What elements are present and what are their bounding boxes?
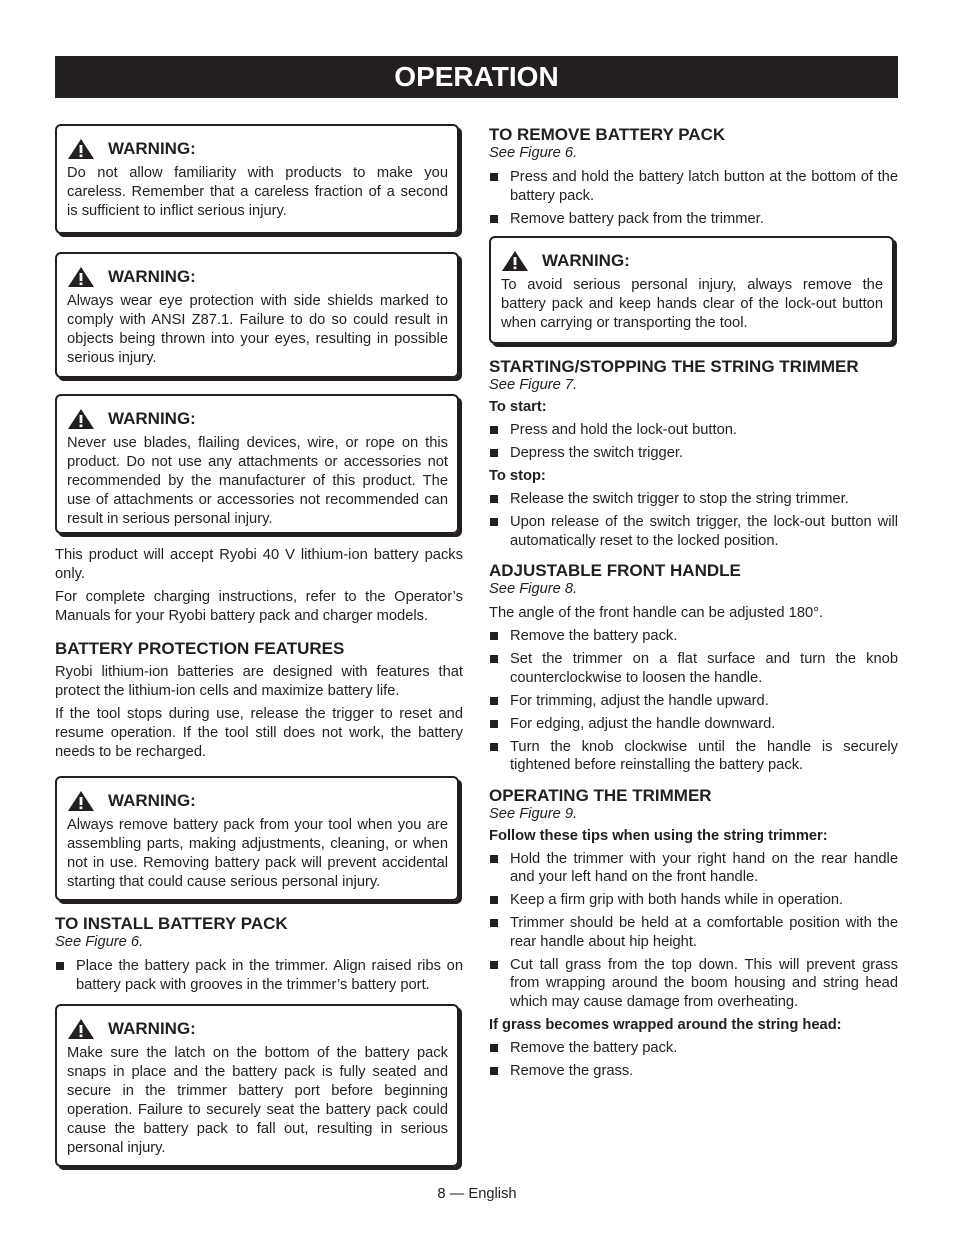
start-list xyxy=(489,421,898,463)
warning-title: WARNING: xyxy=(108,409,196,428)
handle-see-figure: See Figure 8. xyxy=(489,581,578,597)
list-item: Remove battery pack from the trimmer. xyxy=(489,210,898,229)
wrapped-list xyxy=(489,1039,898,1081)
list-item: Hold the trimmer with your right hand on the rear handle and your left hand on the front handle. xyxy=(489,850,898,887)
warning-title: WARNING: xyxy=(108,267,196,286)
warning-box-carrying xyxy=(489,236,894,344)
battery-protection-p1: Ryobi lithium-ion batteries are designed with features that protect the lithium-ion cells and maximize battery life. xyxy=(55,664,463,699)
battery-protection-p2: If the tool stops during use, release the trigger to reset and resume operation. If the tool still does not work, the battery needs to be recharged. xyxy=(55,706,463,760)
list-item: Remove the grass. xyxy=(489,1062,898,1081)
to-stop-label: To stop: xyxy=(489,468,546,484)
left-column xyxy=(55,124,463,1167)
list-item: Turn the knob clockwise until the handle is securely tightened before reinstalling the battery pack. xyxy=(489,738,898,775)
tips-list xyxy=(489,850,898,1012)
warning-box-blades xyxy=(55,394,459,534)
list-item: Remove the battery pack. xyxy=(489,627,898,646)
warning-text: Always wear eye protection with side shields marked to comply with ANSI Z87.1. Failure to do so could result in objects being thrown into your eyes, resulting in possible serious injury. xyxy=(67,293,448,366)
warning-text: Make sure the latch on the bottom of the battery pack snaps in place and the battery pack is fully seated and secure in the trimmer battery port before beginning operation. Failure to securely seat the battery pack could cause the battery pack to fall out, resulting in serious personal injury. xyxy=(67,1045,448,1156)
warning-text: To avoid serious personal injury, always remove the battery pack and keep hands clear of the lock-out button when carrying or transporting the tool. xyxy=(501,277,883,331)
warning-triangle-icon xyxy=(67,1018,95,1040)
startstop-see-figure: See Figure 7. xyxy=(489,377,578,393)
install-battery-heading: TO INSTALL BATTERY PACK xyxy=(55,914,288,933)
charging-paragraph: For complete charging instructions, refer to the Operator’s Manuals for your Ryobi battery pack and charger models. xyxy=(55,589,463,624)
remove-list xyxy=(489,168,898,228)
warning-title: WARNING: xyxy=(108,791,196,810)
warning-triangle-icon xyxy=(67,408,95,430)
front-handle-heading: ADJUSTABLE FRONT HANDLE xyxy=(489,561,741,580)
warning-text: Do not allow familiarity with products to make you careless. Remember that a careless fraction of a second is sufficient to inflict serious injury. xyxy=(67,165,448,219)
list-item: Depress the switch trigger. xyxy=(489,444,898,463)
list-item: For trimming, adjust the handle upward. xyxy=(489,692,898,711)
list-item: Place the battery pack in the trimmer. Align raised ribs on battery pack with grooves in the trimmer’s battery port. xyxy=(55,957,463,994)
warning-triangle-icon xyxy=(67,266,95,288)
wrapped-label: If grass becomes wrapped around the string head: xyxy=(489,1016,842,1033)
warning-title: WARNING: xyxy=(108,1019,196,1038)
warning-box-familiarity xyxy=(55,124,459,234)
warning-triangle-icon xyxy=(67,138,95,160)
right-column xyxy=(489,124,898,1085)
starting-stopping-heading: STARTING/STOPPING THE STRING TRIMMER xyxy=(489,357,859,376)
handle-list xyxy=(489,627,898,775)
page-footer: 8 — English xyxy=(437,1186,517,1202)
list-item: Release the switch trigger to stop the string trimmer. xyxy=(489,490,898,509)
warning-box-eye-protection xyxy=(55,252,459,378)
list-item: Set the trimmer on a flat surface and turn the knob counterclockwise to loosen the handle. xyxy=(489,650,898,687)
stop-list xyxy=(489,490,898,550)
list-item: Remove the battery pack. xyxy=(489,1039,898,1058)
remove-see-figure: See Figure 6. xyxy=(489,145,578,161)
warning-title: WARNING: xyxy=(108,139,196,158)
warning-triangle-icon xyxy=(501,250,529,272)
warning-box-remove-battery xyxy=(55,776,459,901)
remove-battery-heading: TO REMOVE BATTERY PACK xyxy=(489,125,726,144)
tips-label: Follow these tips when using the string trimmer: xyxy=(489,827,828,844)
list-item: Press and hold the lock-out button. xyxy=(489,421,898,440)
install-list xyxy=(55,957,463,994)
list-item: Press and hold the battery latch button at the bottom of the battery pack. xyxy=(489,168,898,205)
warning-text: Always remove battery pack from your tool when you are assembling parts, making adjustments, cleaning, or when not in use. Removing battery pack will prevent accidental starting that could cause serious personal injury. xyxy=(67,817,448,890)
warning-text: Never use blades, flailing devices, wire, or rope on this product. Do not use any attachments or accessories not recommended by the manufacturer of this product. The use of attachments or accessories not recommended can result in serious personal injury. xyxy=(67,435,448,527)
warning-title: WARNING: xyxy=(542,251,630,270)
warning-triangle-icon xyxy=(67,790,95,812)
battery-compat-paragraph: This product will accept Ryobi 40 V lithium-ion battery packs only. xyxy=(55,547,463,582)
warning-box-latch xyxy=(55,1004,459,1167)
list-item: Upon release of the switch trigger, the lock-out button will automatically reset to the locked position. xyxy=(489,513,898,550)
install-see-figure: See Figure 6. xyxy=(55,934,144,950)
operating-see-figure: See Figure 9. xyxy=(489,805,578,822)
list-item: Keep a firm grip with both hands while in operation. xyxy=(489,891,898,910)
page-header: OPERATION xyxy=(55,56,898,98)
to-start-label: To start: xyxy=(489,399,547,415)
operating-heading: OPERATING THE TRIMMER xyxy=(489,785,712,805)
handle-intro: The angle of the front handle can be adjusted 180°. xyxy=(489,605,824,621)
list-item: Cut tall grass from the top down. This will prevent grass from wrapping around the boom housing and string head which may cause damage from overheating. xyxy=(489,956,898,1012)
battery-protection-heading: BATTERY PROTECTION FEATURES xyxy=(55,639,345,658)
list-item: For edging, adjust the handle downward. xyxy=(489,715,898,734)
list-item: Trimmer should be held at a comfortable position with the rear handle about hip height. xyxy=(489,914,898,951)
